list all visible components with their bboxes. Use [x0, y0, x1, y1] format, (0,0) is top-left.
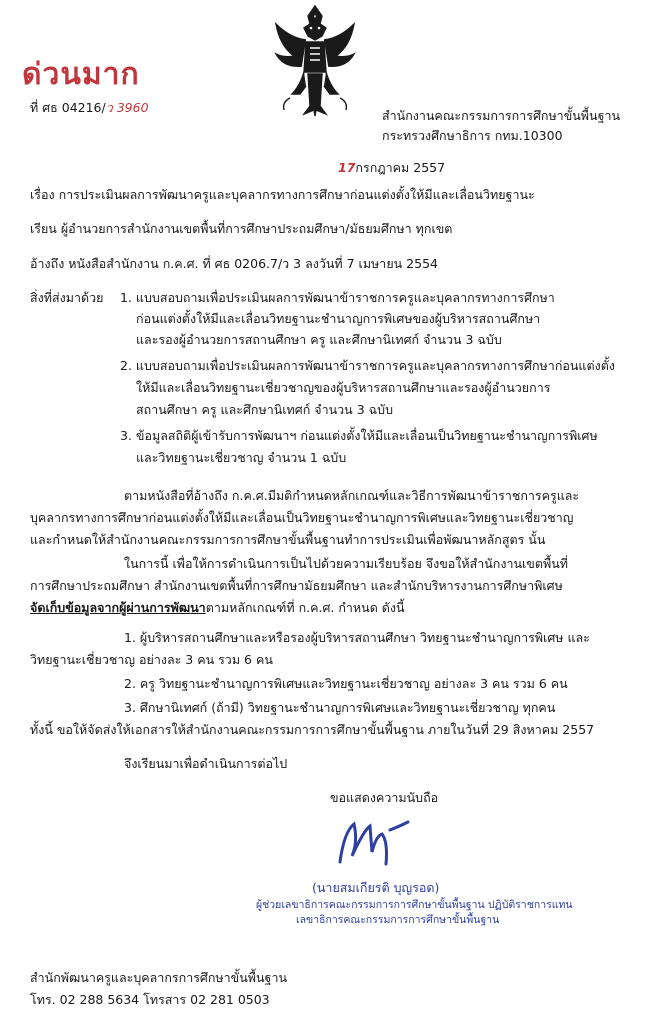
enclosure-line: ให้มีและเลื่อนวิทยฐานะเชี่ยวชาญของผู้บริหารสถานศึกษาและรองผู้อำนวยการ — [136, 380, 551, 395]
collect-data-emphasis: จัดเก็บข้อมูลจากผู้ผ่านการพัฒนา — [30, 600, 206, 615]
body-line: การศึกษาประถมศึกษา สำนักงานเขตพื้นที่การศึกษามัธยมศึกษา และสำนักบริหารงานการศึกษาพิเศษ — [30, 578, 563, 593]
signatory-title: เลขาธิการคณะกรรมการการศึกษาขั้นพื้นฐาน — [296, 914, 500, 926]
enclosure-line: สถานศึกษา ครู และศึกษานิเทศก์ จำนวน 3 ฉบับ — [136, 402, 394, 417]
subject-line: เรื่อง การประเมินผลการพัฒนาครูและบุคลากรทางการศึกษาก่อนแต่งตั้งให้มีและเลื่อนวิทยฐานะ — [30, 187, 535, 202]
valediction: ขอแสดงความนับถือ — [330, 790, 439, 805]
body-line: และกำหนดให้สำนักงานคณะกรรมการการศึกษาขั้นพื้นฐานทำการประเมินเพื่อพัฒนาหลักสูตร นั้น — [30, 532, 546, 547]
enclosure-line: และรองผู้อำนวยการสถานศึกษา ครู และศึกษานิเทศก์ จำนวน 3 ฉบับ — [136, 332, 502, 347]
garuda-emblem-icon — [270, 2, 360, 120]
reference-line: อ้างถึง หนังสือสำนักงาน ก.ค.ศ. ที่ ศธ 0206.7/ว 3 ลงวันที่ 7 เมษายน 2554 — [30, 256, 438, 271]
deadline-line: ทั้งนี้ ขอให้จัดส่งให้เอกสารให้สำนักงานคณะกรรมการการศึกษาขั้นพื้นฐาน ภายในวันที่ 29 สิงหาคม 2557 — [30, 722, 595, 737]
office-name: สำนักงานคณะกรรมการการศึกษาขั้นพื้นฐาน — [382, 108, 621, 123]
handwritten-signature-icon — [330, 812, 420, 872]
list-item: 3. ศึกษานิเทศก์ (ถ้ามี) วิทยฐานะชำนาญการพิเศษและวิทยฐานะเชี่ยวชาญ ทุกคน — [124, 700, 556, 715]
office-address: กระทรวงศึกษาธิการ กทม.10300 — [382, 128, 563, 143]
body-line: ตามหนังสือที่อ้างถึง ก.ค.ศ.มีมติกำหนดหลักเกณฑ์และวิธีการพัฒนาข้าราชการครูและ — [124, 488, 580, 503]
reference-number — [30, 100, 149, 116]
signatory-name: (นายสมเกียรติ บุญรอด) — [312, 880, 440, 895]
footer-contact: โทร. 02 288 5634 โทรสาร 02 281 0503 — [30, 992, 270, 1007]
recipient-line: เรียน ผู้อำนวยการสำนักงานเขตพื้นที่การศึกษาประถมศึกษา/มัธยมศึกษา ทุกเขต — [30, 221, 453, 236]
body-line: บุคลากรทางการศึกษาก่อนแต่งตั้งให้มีและเลื่อนเป็นวิทยฐานะชำนาญการพิเศษและวิทยฐานะเชี่ยวชาญ — [30, 510, 574, 525]
list-item: 2. ครู วิทยฐานะชำนาญการพิเศษและวิทยฐานะเชี่ยวชาญ อย่างละ 3 คน รวม 6 คน — [124, 676, 568, 691]
letter-date — [338, 160, 445, 176]
enclosure-line: 2. แบบสอบถามเพื่อประเมินผลการพัฒนาข้าราชการครูและบุคลากรทางการศึกษาก่อนแต่งตั้ง — [120, 358, 615, 373]
list-item: 1. ผู้บริหารสถานศึกษาและหรือรองผู้บริหารสถานศึกษา วิทยฐานะชำนาญการพิเศษ และ — [124, 630, 590, 645]
date-handwritten: 17 — [338, 160, 356, 175]
body-line: ในการนี้ เพื่อให้การดำเนินการเป็นไปด้วยความเรียบร้อย จึงขอให้สำนักงานเขตพื้นที่ — [124, 556, 568, 571]
urgent-stamp: ด่วนมาก — [22, 57, 140, 92]
closing-request: จึงเรียนมาเพื่อดำเนินการต่อไป — [124, 756, 288, 771]
signatory-title: ผู้ช่วยเลขาธิการคณะกรรมการการศึกษาขั้นพื้นฐาน ปฏิบัติราชการแทน — [256, 899, 573, 911]
list-item: วิทยฐานะเชี่ยวชาญ อย่างละ 3 คน รวม 6 คน — [30, 652, 273, 667]
enclosure-line: 1. แบบสอบถามเพื่อประเมินผลการพัฒนาข้าราชการครูและบุคลากรทางการศึกษา — [120, 290, 555, 305]
enclosure-line: และวิทยฐานะเชี่ยวชาญ จำนวน 1 ฉบับ — [136, 450, 347, 465]
date-text: กรกฎาคม 2557 — [355, 160, 446, 175]
reference-handwritten: ว 3960 — [105, 100, 149, 115]
enclosure-label: สิ่งที่ส่งมาด้วย — [30, 290, 104, 305]
enclosure-line: ก่อนแต่งตั้งให้มีและเลื่อนวิทยฐานะชำนาญการพิเศษของผู้บริหารสถานศึกษา — [136, 311, 541, 326]
body-line — [30, 600, 405, 616]
enclosure-line: 3. ข้อมูลสถิติผู้เข้ารับการพัฒนาฯ ก่อนแต่งตั้งให้มีและเลื่อนเป็นวิทยฐานะชำนาญการพิเศษ — [120, 428, 598, 443]
footer-department: สำนักพัฒนาครูและบุคลากรการศึกษาขั้นพื้นฐาน — [30, 970, 288, 985]
body-text: ตามหลักเกณฑ์ที่ ก.ค.ศ. กำหนด ดังนี้ — [205, 600, 405, 615]
reference-prefix: ที่ ศธ 04216/ — [30, 100, 106, 115]
